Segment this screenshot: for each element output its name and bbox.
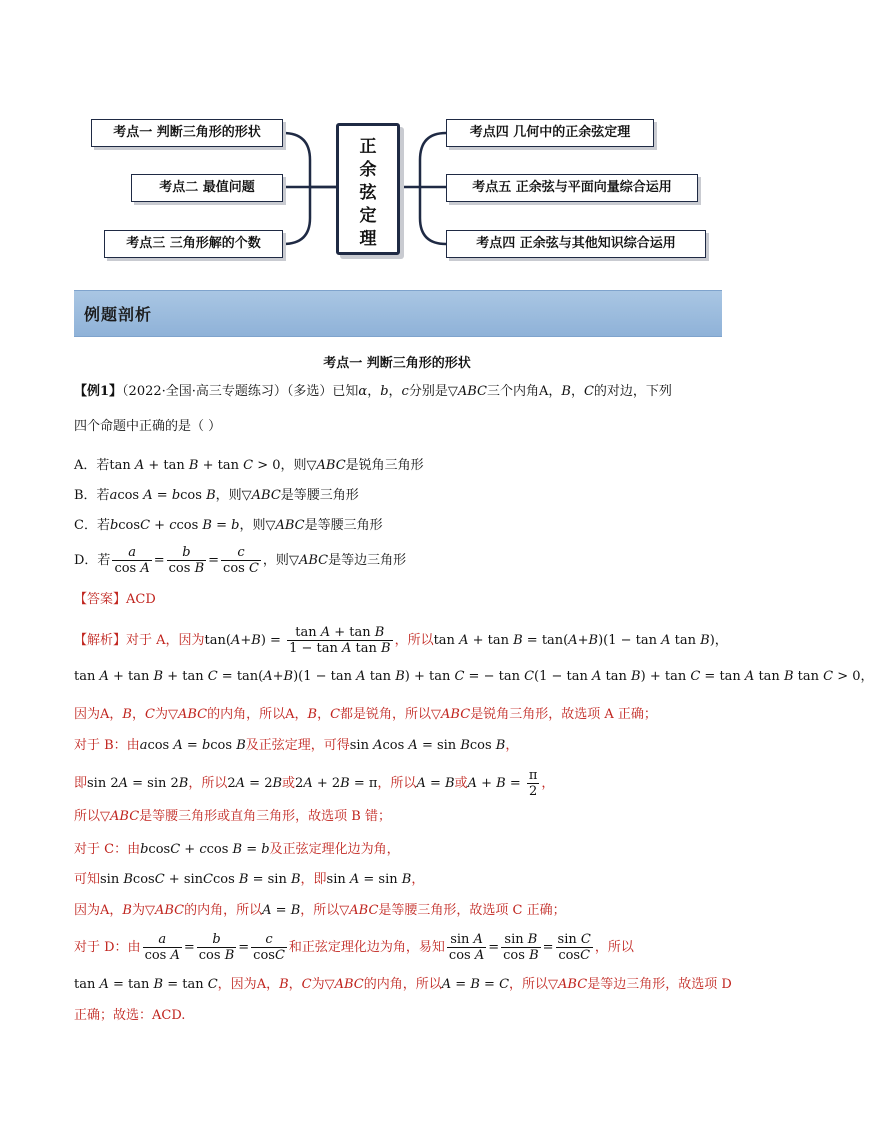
- option-a: A．若tan A + tan B + tan C > 0，则▽ABC是锐角三角形: [74, 458, 424, 473]
- analysis-line-3: 因为A，B，C为▽ABC的内角，所以A，B，C都是锐角，所以▽ABC是锐角三角形，故选项 A 正确；: [74, 707, 657, 722]
- banner-title: 例题剖析: [84, 305, 153, 324]
- question-line-1: 【例1】（2022·全国·高三专题练习）（多选）已知α，b，c分别是▽ABC三个内角A，B，C的对边，下列: [74, 384, 672, 399]
- center-char: 余: [359, 160, 377, 180]
- question-tag: 【例1】: [74, 384, 123, 399]
- analysis-line-5: 即sin 2A = sin 2B，所以2A = 2B或2A + 2B = π，所以A = B或A + B = $\frac{\pi}{2}$ ，: [74, 768, 555, 799]
- analysis-line-6: 所以▽ABC是等腰三角形或直角三角形，故选项 B 错；: [74, 809, 391, 824]
- analysis-line-1: 【解析】对于 A，因为tan(A+B) = $\frac{\text{tan A + tan B}}{\text{1 − tan A tan B}}$ ，所以tan A + tan B = tan(A+B)(1 − tan A tan B)，: [74, 625, 728, 656]
- answer: 【答案】ACD: [74, 592, 156, 607]
- center-char: 正: [359, 137, 377, 157]
- mindmap-topic-2: 考点二 最值问题: [131, 174, 283, 202]
- analysis-line-4: 对于 B：由acos A = bcos B及正弦定理，可得sin Acos A = sin Bcos B，: [74, 738, 519, 753]
- section-banner: [74, 290, 722, 337]
- mindmap-topic-5: 考点五 正余弦与平面向量综合运用: [446, 174, 698, 202]
- analysis-line-10: 对于 D：由 $\frac{a}{\text{cos A}}$ = $\frac{b}{\text{cos B}}$ = $\frac{c}{\cos C}$ 和正弦定理化边为角，易知 $\frac{\text{sin A}}{\text{cos A}}$ = $\frac{\text{sin B}}{\text{cos B}}$ = $\frac{\text{sin C}}{\cos C}$ ，所以: [74, 932, 634, 963]
- analysis-line-9: 因为A，B为▽ABC的内角，所以A = B，所以▽ABC是等腰三角形，故选项 C 正确；: [74, 903, 566, 918]
- question-line-2: 四个命题中正确的是（ ）: [74, 419, 222, 434]
- option-b: B．若acos A = bcos B，则▽ABC是等腰三角形: [74, 488, 359, 503]
- mindmap-topic-3: 考点三 三角形解的个数: [104, 230, 283, 258]
- analysis-line-7: 对于 C：由bcosC + ccos B = b及正弦定理化边为角，: [74, 842, 400, 857]
- section-title: 考点一 判断三角形的形状: [323, 356, 471, 371]
- center-char: 定: [359, 206, 377, 226]
- center-char: 理: [359, 229, 377, 249]
- option-c: C．若bcosC + ccos B = b，则▽ABC是等腰三角形: [74, 518, 383, 533]
- analysis-line-11: tan A = tan B = tan C，因为A，B，C为▽ABC的内角，所以A = B = C，所以▽ABC是等边三角形，故选项 D: [74, 977, 732, 992]
- mindmap-center: [336, 123, 400, 255]
- center-char: 弦: [359, 183, 377, 203]
- analysis-line-8: 可知sin BcosC + sinCcos B = sin B，即sin A = sin B，: [74, 872, 425, 887]
- analysis-line-12: 正确；故选：ACD.: [74, 1008, 186, 1023]
- mindmap-topic-6: 考点四 正余弦与其他知识综合运用: [446, 230, 706, 258]
- option-d: D．若 $\frac{a}{\text{cos A}}$ = $\frac{b}{\text{cos B}}$ = $\frac{c}{\text{cos C}}$ ，则▽ABC是等边三角形: [74, 545, 407, 576]
- mindmap-topic-4: 考点四 几何中的正余弦定理: [446, 119, 654, 147]
- analysis-line-2: tan A + tan B + tan C = tan(A+B)(1 − tan A tan B) + tan C = − tan C(1 − tan A tan B) + tan C = tan A tan B tan C > 0，: [74, 669, 874, 684]
- mindmap-topic-1: 考点一 判断三角形的形状: [91, 119, 283, 147]
